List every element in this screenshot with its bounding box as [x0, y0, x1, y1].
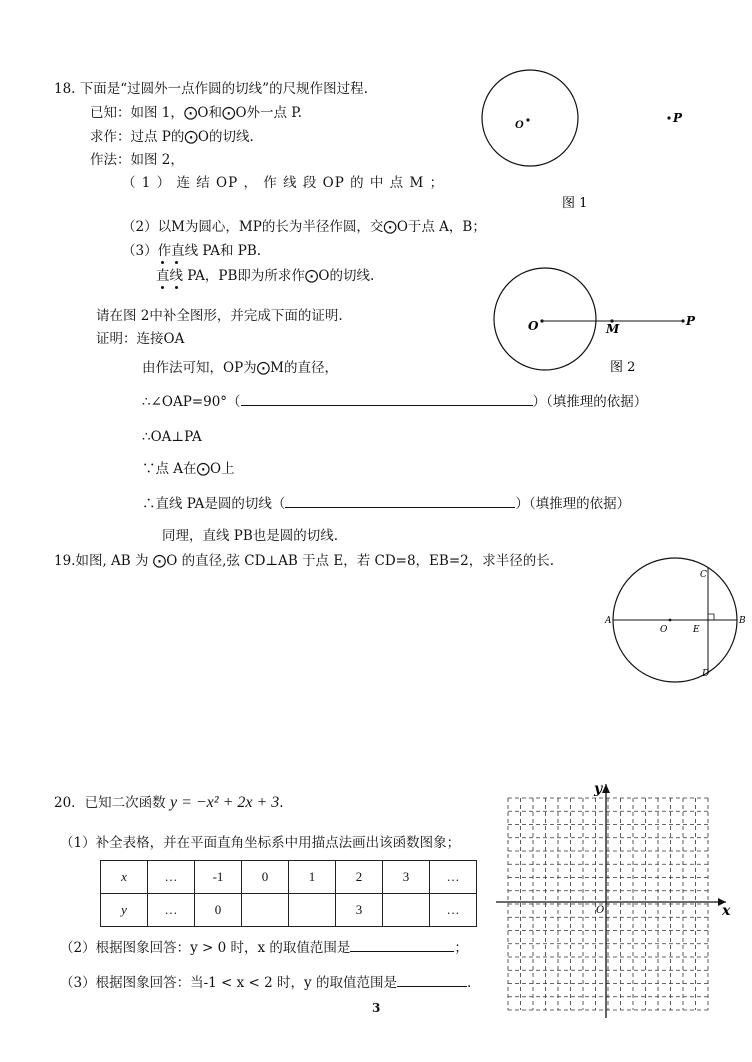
label-m: M [606, 322, 620, 336]
q18-find: 求作：过点 P的⨀O的切线. [90, 129, 254, 145]
grid-lines [508, 798, 708, 1010]
point-o [526, 118, 529, 121]
table-cell: … [430, 894, 477, 927]
coordinate-grid [496, 781, 731, 1018]
table-cell: … [148, 894, 195, 927]
table-cell: 0 [242, 861, 289, 894]
q20-function: y = −x² + 2x + 3 [169, 794, 280, 811]
label-d: D [702, 669, 710, 679]
figure-2-caption: 图 2 [610, 360, 636, 375]
q18-proof-2-note: ）（填推理的依据） [532, 394, 648, 410]
figure-q19 [604, 558, 746, 682]
label-y: y [594, 781, 603, 797]
table-cell: 1 [289, 861, 336, 894]
label-o: O [528, 319, 539, 333]
q18-proof-3: ∴OA⊥PA [142, 429, 202, 445]
q20-part3-text: （3）根据图象回答：当-1 < x < 2 时，y 的取值范围是 [60, 975, 397, 991]
q18-proof-2-text: ∴∠OAP=90°（ [142, 394, 241, 410]
label-origin: O [596, 905, 605, 916]
q18-title: 18. 下面是“过圆外一点作圆的切线”的尺规作图过程. [54, 81, 368, 97]
point-o [540, 319, 543, 322]
right-angle-mark [708, 614, 714, 620]
q18-proof-4: ∵点 A在⨀O上 [142, 461, 235, 477]
q20-part2-text: （2）根据图象回答：y > 0 时，x 的取值范围是 [60, 940, 351, 956]
figure-2 [494, 268, 696, 375]
table-cell: … [148, 861, 195, 894]
q18-step1: （ 1 ） 连 结 OP ， 作 线 段 OP 的 中 点 M ； [122, 175, 445, 191]
q20-title-prefix: 20．已知二次函数 [54, 795, 166, 811]
q18-proof-1: 由作法可知，OP为⨀M的直径， [142, 360, 338, 376]
q18-conclusion: 直线 PA，PB即为所求作⨀O的切线. [156, 268, 375, 284]
q20-part2-end: ； [454, 940, 468, 956]
point-p [667, 116, 670, 119]
point-o [669, 619, 672, 622]
label-p: P [686, 314, 696, 328]
label-o: O [660, 625, 668, 635]
label-c: C [700, 570, 707, 580]
table-cell: -1 [195, 861, 242, 894]
table-cell: 0 [195, 894, 242, 927]
page-number: 3 [372, 1001, 381, 1015]
q18-known: 已知：如图 1，⨀O和⨀O外一点 P. [90, 105, 302, 121]
table-cell: x [101, 861, 148, 894]
q18-proof-6: 同理，直线 PB也是圆的切线. [162, 528, 339, 544]
label-a: A [605, 616, 612, 626]
label-e: E [693, 625, 700, 635]
table-cell: 3 [383, 861, 430, 894]
q19-text: 19.如图, AB 为 ⨀O 的直径,弦 CD⊥AB 于点 E，若 CD=8，EB=2，求半径的长. [54, 553, 555, 569]
label-b: B [739, 616, 746, 626]
label-o: O [515, 117, 524, 131]
point-p [681, 319, 684, 322]
q18-step3: （3）作直线 PA和 PB. [122, 243, 262, 259]
label-p: P [673, 111, 683, 125]
circle-o [482, 70, 578, 166]
label-x: x [722, 903, 731, 919]
table-cell: y [101, 894, 148, 927]
figure-1 [482, 70, 683, 211]
table-cell: 2 [336, 861, 383, 894]
figure-1-caption: 图 1 [562, 196, 588, 211]
q18-proof-5-text: ∴直线 PA是圆的切线（ [142, 496, 286, 512]
q18-proof-5-note: ）（填推理的依据） [515, 496, 631, 512]
q18-step2: （2）以M为圆心，MP的长为半径作圆，交⨀O于点 A，B； [122, 219, 486, 235]
q20-part3-end: . [466, 975, 472, 991]
y-axis-arrow [602, 784, 610, 793]
table-cell: 3 [336, 894, 383, 927]
q18-proof-start: 证明：连接OA [96, 331, 185, 347]
q20-part1: （1）补全表格，并在平面直角坐标系中用描点法画出该函数图象； [60, 835, 461, 851]
q18-method: 作法：如图 2， [90, 152, 184, 168]
q20-title-suffix: . [279, 795, 284, 811]
circle-o [494, 268, 596, 370]
table-cell: … [430, 861, 477, 894]
q18-instruction: 请在图 2中补全图形，并完成下面的证明. [96, 308, 343, 324]
